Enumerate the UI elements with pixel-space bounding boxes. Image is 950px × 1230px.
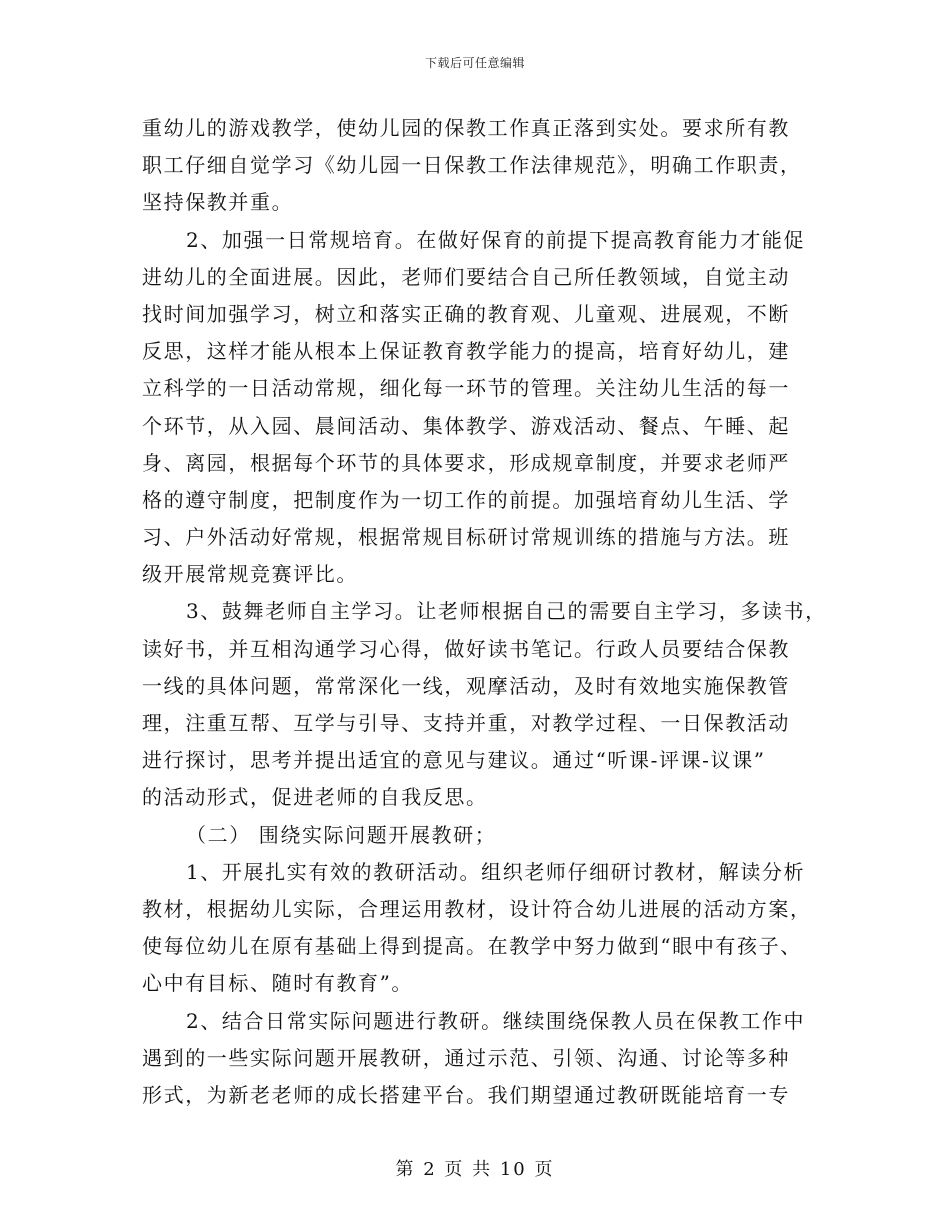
text-line: 一线的具体问题，常常深化一线，观摩活动，及时有效地实施保教管: [142, 673, 790, 698]
text-line: 读好书，并互相沟通学习心得，做好读书笔记。行政人员要结合保教: [142, 636, 790, 661]
text-line: 反思，这样才能从根本上保证教育教学能力的提高，培育好幼儿，建: [142, 339, 790, 364]
text-line: 坚持保教并重。: [142, 190, 294, 215]
document-body: [142, 110, 827, 1114]
text-line: 教材，根据幼儿实际，合理运用教材，设计符合幼儿进展的活动方案，: [142, 896, 812, 921]
text-line: 立科学的一日活动常规，细化每一环节的管理。关注幼儿生活的每一: [142, 376, 790, 401]
text-line: 格的遵守制度，把制度作为一切工作的前提。加强培育幼儿生活、学: [142, 487, 790, 512]
paragraph-start-line: 3、鼓舞老师自主学习。让老师根据自己的需要自主学习，多读书，: [186, 599, 827, 624]
paragraph-start-line: 1、开展扎实有效的教研活动。组织老师仔细研讨教材，解读分析: [186, 859, 806, 884]
text-line: 习、户外活动好常规，根据常规目标研讨常规训练的措施与方法。班: [142, 525, 790, 550]
text-line: 形式，为新老老师的成长搭建平台。我们期望通过教研既能培育一专: [142, 1082, 790, 1107]
text-line: 的活动形式，促进老师的自我反思。: [142, 785, 488, 810]
paragraph-start-line: 2、加强一日常规培育。在做好保育的前提下提高教育能力才能促: [186, 227, 806, 252]
section-heading: （二） 围绕实际问题开展教研；: [186, 822, 497, 847]
text-line: 心中有目标、随时有教育”。: [142, 971, 414, 996]
text-line: 使每位幼儿在原有基础上得到提高。在教学中努力做到“眼中有孩子、: [142, 934, 802, 959]
paragraph-start-line: 2、结合日常实际问题进行教研。继续围绕保教人员在保教工作中: [186, 1008, 806, 1033]
text-line: 身、离园，根据每个环节的具体要求，形成规章制度，并要求老师严: [142, 450, 790, 475]
page-header: 下载后可任意编辑: [424, 56, 525, 70]
text-line: 个环节，从入园、晨间活动、集体教学、游戏活动、餐点、午睡、起: [142, 413, 790, 438]
page-footer: 第 2 页 共 10 页: [395, 1159, 555, 1180]
text-line: 级开展常规竞赛评比。: [142, 562, 358, 587]
text-line: 进行探讨，思考并提出适宜的意见与建议。通过“听课-评课-议课”: [142, 748, 766, 773]
text-line: 职工仔细自觉学习《幼儿园一日保教工作法律规范》，明确工作职责，: [142, 153, 802, 178]
text-line: 理，注重互帮、互学与引导、支持并重，对教学过程、一日保教活动: [142, 711, 790, 735]
text-line: 找时间加强学习，树立和落实正确的教育观、儿童观、进展观，不断: [142, 301, 790, 326]
text-line: 遇到的一些实际问题开展教研，通过示范、引领、沟通、讨论等多种: [142, 1045, 790, 1070]
text-line: 进幼儿的全面进展。因此，老师们要结合自己所任教领域，自觉主动: [142, 264, 790, 289]
text-line: 重幼儿的游戏教学，使幼儿园的保教工作真正落到实处。要求所有教: [142, 116, 790, 140]
